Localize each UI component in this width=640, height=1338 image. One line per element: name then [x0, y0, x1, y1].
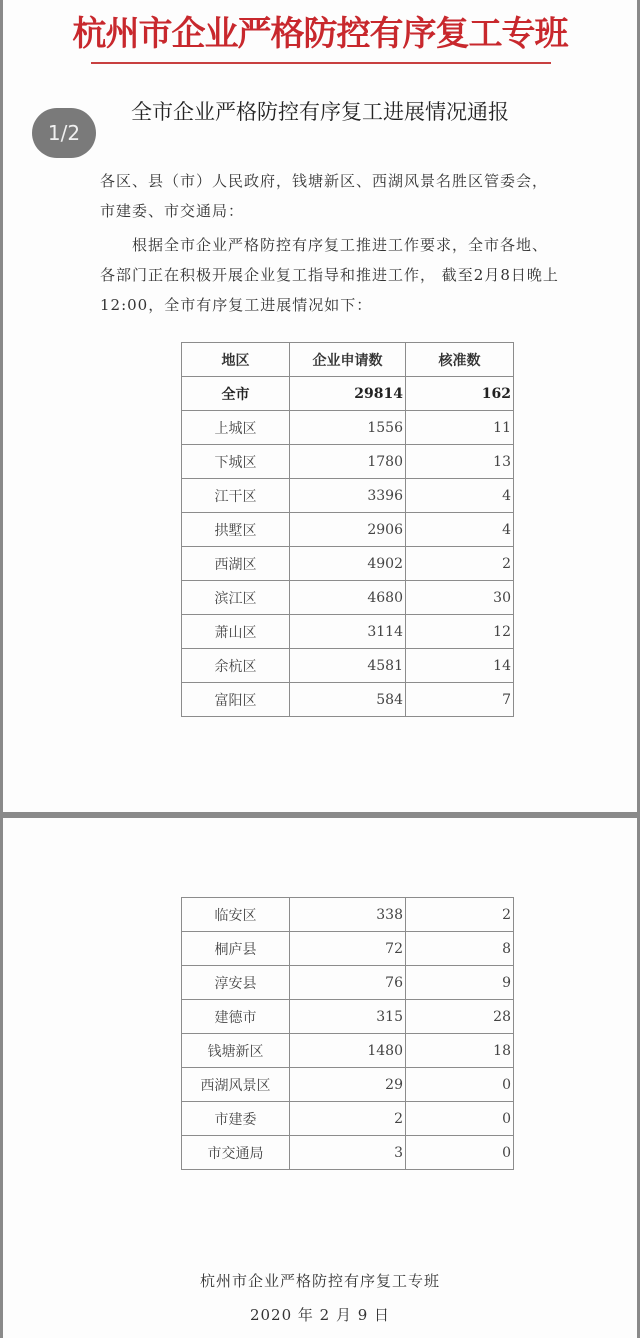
- cell-region: 下城区: [182, 445, 290, 479]
- cell-approved: 13: [406, 445, 514, 479]
- cell-region: 临安区: [182, 898, 290, 932]
- table-row: [182, 615, 514, 649]
- cell-approved: 30: [406, 581, 514, 615]
- table-row: [182, 966, 514, 1000]
- table-header-row: [182, 343, 514, 377]
- cell-region: 西湖风景区: [182, 1068, 290, 1102]
- cell-applications: 3114: [290, 615, 406, 649]
- cell-region: 余杭区: [182, 649, 290, 683]
- cell-region: 市交通局: [182, 1136, 290, 1170]
- cell-applications: 584: [290, 683, 406, 717]
- cell-applications: 4902: [290, 547, 406, 581]
- cell-region: 市建委: [182, 1102, 290, 1136]
- cell-approved: 7: [406, 683, 514, 717]
- cell-applications: 1480: [290, 1034, 406, 1068]
- cell-region: 上城区: [182, 411, 290, 445]
- table-row: [182, 1000, 514, 1034]
- cell-applications: 76: [290, 966, 406, 1000]
- addressee-text: 各区、县（市）人民政府，钱塘新区、西湖风景名胜区管委会，市建委、市交通局：: [100, 172, 549, 220]
- cell-applications: 338: [290, 898, 406, 932]
- table-row: [182, 898, 514, 932]
- cell-region: 富阳区: [182, 683, 290, 717]
- cell-applications: 4581: [290, 649, 406, 683]
- cell-region: 江干区: [182, 479, 290, 513]
- resumption-table-part1: [181, 342, 514, 717]
- cell-applications: 3: [290, 1136, 406, 1170]
- cell-applications: 1556: [290, 411, 406, 445]
- cell-applications: 1780: [290, 445, 406, 479]
- cell-region: 滨江区: [182, 581, 290, 615]
- cell-approved: 14: [406, 649, 514, 683]
- cell-applications: 72: [290, 932, 406, 966]
- cell-approved: 0: [406, 1102, 514, 1136]
- table-row: [182, 479, 514, 513]
- cell-region: 钱塘新区: [182, 1034, 290, 1068]
- document-page-1: [3, 0, 637, 812]
- signature-date: 2020 年 2 月 9 日: [249, 1306, 391, 1324]
- cell-approved: 4: [406, 479, 514, 513]
- cell-applications: 3396: [290, 479, 406, 513]
- resumption-table-part2: [181, 897, 514, 1170]
- cell-applications: 29: [290, 1068, 406, 1102]
- table-row: [182, 547, 514, 581]
- table-row: [182, 1034, 514, 1068]
- cell-approved: 0: [406, 1068, 514, 1102]
- header-divider: [91, 62, 551, 64]
- signature-org: 杭州市企业严格防控有序复工专班: [199, 1272, 440, 1290]
- cell-approved: 4: [406, 513, 514, 547]
- cell-region: 建德市: [182, 1000, 290, 1034]
- cell-region: 西湖区: [182, 547, 290, 581]
- cell-applications: 2: [290, 1102, 406, 1136]
- table-row-total: [182, 377, 514, 411]
- table-row: [182, 1068, 514, 1102]
- cell-approved: 18: [406, 1034, 514, 1068]
- cell-approved: 2: [406, 547, 514, 581]
- cell-region: 全市: [182, 377, 290, 411]
- cell-region: 萧山区: [182, 615, 290, 649]
- cell-applications: 315: [290, 1000, 406, 1034]
- cell-applications: 4680: [290, 581, 406, 615]
- org-header-title: 杭州市企业严格防控有序复工专班: [72, 14, 568, 54]
- table-row: [182, 513, 514, 547]
- page-indicator-badge[interactable]: 1/2: [32, 108, 96, 158]
- cell-approved: 9: [406, 966, 514, 1000]
- cell-region: 淳安县: [182, 966, 290, 1000]
- table-row: [182, 445, 514, 479]
- body-paragraph: 根据全市企业严格防控有序复工推进工作要求，全市各地、 各部门正在积极开展企业复工指导和推进工作， 截至2月8日晚上12:00，全市有序复工进展情况如下：: [100, 236, 559, 314]
- cell-approved: 11: [406, 411, 514, 445]
- table-row: [182, 1102, 514, 1136]
- column-header-region: 地区: [182, 343, 290, 377]
- table-row: [182, 411, 514, 445]
- cell-approved: 2: [406, 898, 514, 932]
- cell-approved: 8: [406, 932, 514, 966]
- cell-region: 拱墅区: [182, 513, 290, 547]
- cell-approved: 162: [406, 377, 514, 411]
- table-row: [182, 1136, 514, 1170]
- table-row: [182, 932, 514, 966]
- cell-applications: 2906: [290, 513, 406, 547]
- table-row: [182, 581, 514, 615]
- cell-applications: 29814: [290, 377, 406, 411]
- document-title: 全市企业严格防控有序复工进展情况通报: [131, 100, 509, 124]
- document-page-2: [3, 818, 637, 1338]
- table-row: [182, 649, 514, 683]
- column-header-applications: 企业申请数: [290, 343, 406, 377]
- cell-approved: 0: [406, 1136, 514, 1170]
- cell-approved: 12: [406, 615, 514, 649]
- cell-approved: 28: [406, 1000, 514, 1034]
- table-row: [182, 683, 514, 717]
- cell-region: 桐庐县: [182, 932, 290, 966]
- column-header-approved: 核准数: [406, 343, 514, 377]
